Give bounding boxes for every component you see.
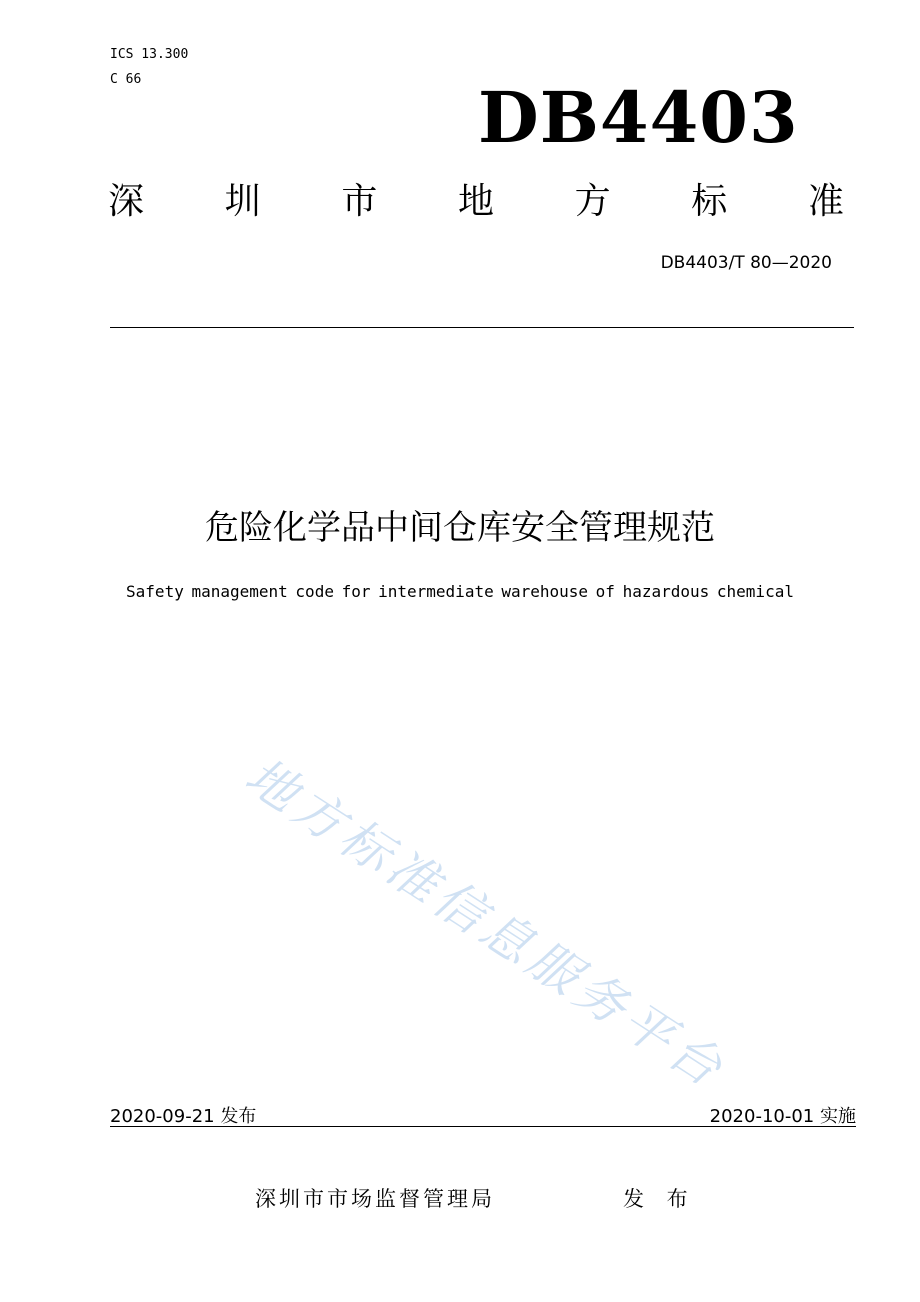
standard-type-char: 圳 <box>224 181 261 222</box>
standard-type-char: 市 <box>341 181 378 222</box>
standard-type <box>108 178 844 226</box>
ics-code: ICS 13.300 <box>110 47 189 62</box>
ccs-code: C 66 <box>110 72 142 87</box>
implementation-date: 2020-10-01 实施 <box>709 1106 856 1127</box>
standard-mark: DB4403 <box>478 76 799 159</box>
document-title-english: Safety management code for intermediate warehouse of hazardous chemical <box>126 582 794 601</box>
standard-type-char: 方 <box>574 181 611 222</box>
standard-type-char: 地 <box>457 181 494 222</box>
standard-type-char: 准 <box>807 181 844 222</box>
document-title-chinese: 危险化学品中间仓库安全管理规范 <box>205 508 715 548</box>
footer-divider <box>110 1126 856 1127</box>
standard-number: DB4403/T 80—2020 <box>660 253 832 273</box>
standard-type-char: 深 <box>108 181 145 222</box>
issuing-authority: 深圳市市场监督管理局 <box>255 1187 495 1211</box>
standard-type-char: 标 <box>691 181 728 222</box>
header-divider <box>110 327 854 328</box>
issue-date: 2020-09-21 发布 <box>110 1106 257 1127</box>
issue-verb: 发 布 <box>623 1187 696 1211</box>
watermark-text: 地方标准信息服务平台 <box>235 746 737 1101</box>
